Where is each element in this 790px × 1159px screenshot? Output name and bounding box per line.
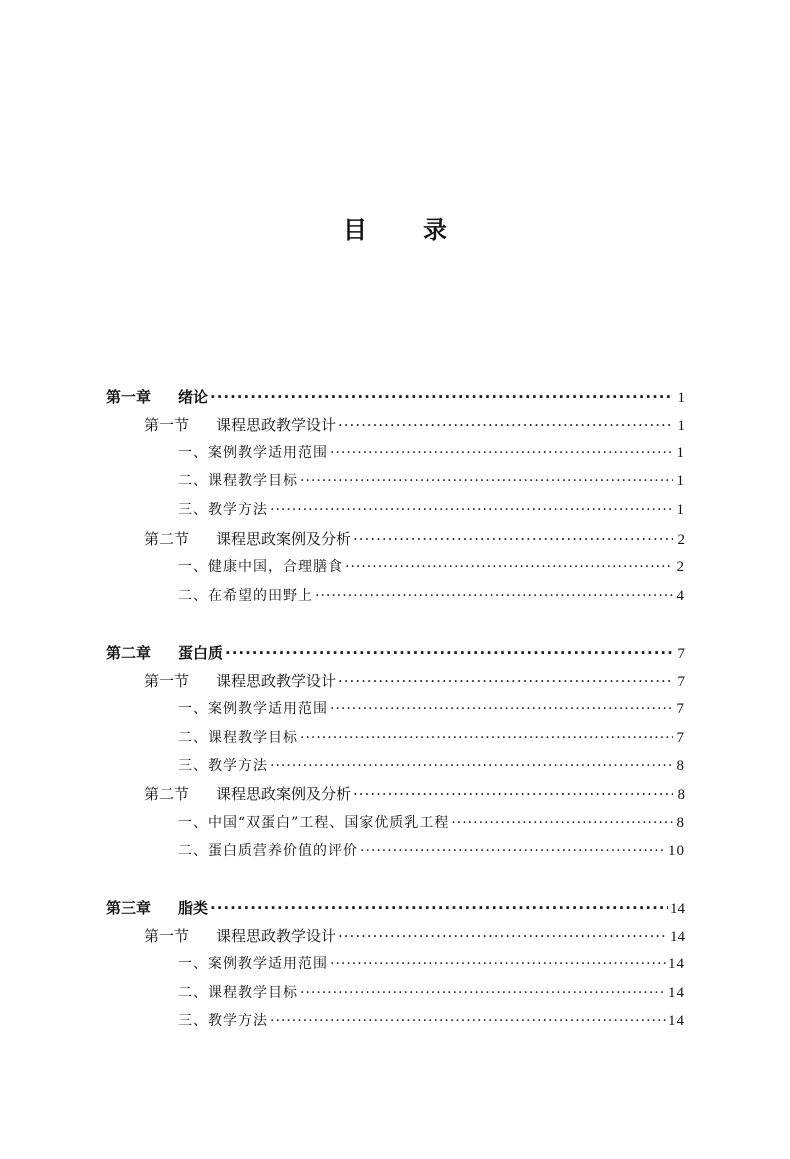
page-title xyxy=(0,210,790,245)
toc-dot-leader xyxy=(353,527,673,551)
toc-dot-leader xyxy=(210,385,673,409)
toc-section-entry xyxy=(144,669,685,693)
toc-page-number: 8 xyxy=(676,815,685,831)
toc-entry-label xyxy=(178,441,328,465)
toc-dot-leader xyxy=(451,811,673,835)
toc-dot-leader xyxy=(338,924,668,948)
toc-dot-leader xyxy=(330,952,666,976)
toc-entry-label xyxy=(178,811,449,835)
toc-entry-label xyxy=(178,584,313,608)
toc-entry-title: 三、教学方法 xyxy=(178,758,268,774)
toc-entry-number: 第二节 xyxy=(144,530,190,548)
toc-entry-title: 二、在希望的田野上 xyxy=(178,588,313,604)
toc-page-number: 1 xyxy=(676,473,685,489)
toc-entry-number: 第三章 xyxy=(106,899,152,917)
toc-page-number: 7 xyxy=(677,674,685,690)
toc-subsection-entry xyxy=(178,754,685,778)
toc-entry-label xyxy=(144,527,351,551)
toc-entry-label xyxy=(144,413,336,437)
toc-subsection-entry xyxy=(178,555,685,579)
toc-page-number: 1 xyxy=(676,502,685,518)
toc-entry-title: 课程思政教学设计 xyxy=(216,927,337,945)
toc-page-number: 7 xyxy=(677,646,685,662)
toc-entry-label xyxy=(178,1009,268,1033)
toc-subsection-entry xyxy=(178,981,685,1005)
toc-entry-title: 蛋白质 xyxy=(178,644,224,662)
toc-entry-number: 第二节 xyxy=(144,785,190,803)
toc-subsection-entry xyxy=(178,498,685,522)
toc-dot-leader xyxy=(300,469,673,493)
toc-dot-leader xyxy=(270,754,673,778)
toc-entry-title: 三、教学方法 xyxy=(178,502,268,518)
toc-entry-title: 课程思政案例及分析 xyxy=(216,530,352,548)
toc-entry-number: 第一节 xyxy=(144,672,190,690)
toc-entry-title: 课程思政教学设计 xyxy=(216,416,337,434)
toc-dot-leader xyxy=(345,555,673,579)
toc-subsection-entry xyxy=(178,441,685,465)
toc-entry-title: 二、蛋白质营养价值的评价 xyxy=(178,843,358,859)
toc-entry-title: 绪论 xyxy=(178,388,209,406)
toc-page-number: 8 xyxy=(677,787,685,803)
toc-chapter-entry xyxy=(106,641,685,665)
toc-entry-title: 课程思政案例及分析 xyxy=(216,785,352,803)
toc-dot-leader xyxy=(353,782,673,806)
toc-subsection-entry xyxy=(178,584,685,608)
toc-subsection-entry xyxy=(178,839,685,863)
toc-dot-leader xyxy=(225,641,673,665)
toc-entry-title: 二、课程教学目标 xyxy=(178,730,298,746)
toc-subsection-entry xyxy=(178,469,685,493)
toc-subsection-entry xyxy=(178,726,685,750)
toc-entry-label xyxy=(178,952,328,976)
toc-subsection-entry xyxy=(178,952,685,976)
toc-entry-title: 一、中国“双蛋白”工程、国家优质乳工程 xyxy=(178,815,450,831)
toc-entry-title: 课程思政教学设计 xyxy=(216,672,337,690)
toc-entry-number: 第一节 xyxy=(144,416,190,434)
toc-dot-leader xyxy=(300,981,666,1005)
toc-entry-number: 第二章 xyxy=(106,644,152,662)
toc-entry-label xyxy=(144,782,351,806)
toc-entry-label xyxy=(106,896,208,920)
toc-page-number: 4 xyxy=(676,588,685,604)
toc-page-number: 14 xyxy=(668,1013,685,1029)
toc-page-number: 14 xyxy=(670,901,685,917)
toc-entry-label xyxy=(178,498,268,522)
toc-dot-leader xyxy=(315,584,673,608)
toc-page-number: 14 xyxy=(670,929,685,945)
toc-entry-label xyxy=(178,697,328,721)
toc-entry-number: 第一章 xyxy=(106,388,152,406)
toc-dot-leader xyxy=(330,441,673,465)
toc-entry-label xyxy=(106,641,223,665)
toc-entry-label xyxy=(178,726,298,750)
toc-entry-label xyxy=(178,981,298,1005)
toc-entry-title: 一、案例教学适用范围 xyxy=(178,701,328,717)
toc-page-number: 7 xyxy=(676,730,685,746)
toc-dot-leader xyxy=(360,839,666,863)
toc-entry-title: 脂类 xyxy=(178,899,209,917)
toc-entry-label xyxy=(178,754,268,778)
toc-entry-title: 一、健康中国，合理膳食 xyxy=(178,559,343,575)
toc-entry-label xyxy=(106,385,208,409)
toc-dot-leader xyxy=(330,697,673,721)
toc-page-number: 10 xyxy=(668,843,685,859)
toc-entry-label xyxy=(178,839,358,863)
toc-section-entry xyxy=(144,782,685,806)
toc-page-number: 1 xyxy=(677,390,685,406)
title-char-1: 目 xyxy=(343,216,367,244)
toc-section-entry xyxy=(144,413,685,437)
toc-entry-title: 二、课程教学目标 xyxy=(178,985,298,1001)
toc-subsection-entry xyxy=(178,811,685,835)
toc-chapter-entry xyxy=(106,385,685,409)
toc-entry-title: 三、教学方法 xyxy=(178,1013,268,1029)
toc-page-number: 1 xyxy=(677,418,685,434)
toc-dot-leader xyxy=(210,896,668,920)
toc-section-entry xyxy=(144,527,685,551)
toc-entry-label xyxy=(144,669,336,693)
toc-page-number: 8 xyxy=(676,758,685,774)
toc-entry-title: 二、课程教学目标 xyxy=(178,473,298,489)
toc-entry-title: 一、案例教学适用范围 xyxy=(178,956,328,972)
toc-entry-label xyxy=(178,555,343,579)
toc-entry-label xyxy=(178,469,298,493)
toc-entry-title: 一、案例教学适用范围 xyxy=(178,445,328,461)
toc-page-number: 2 xyxy=(677,532,685,548)
toc-section-entry xyxy=(144,924,685,948)
toc-dot-leader xyxy=(338,413,673,437)
toc-page-number: 14 xyxy=(668,956,685,972)
toc-page-number: 1 xyxy=(676,445,685,461)
toc-dot-leader xyxy=(270,1009,666,1033)
toc-subsection-entry xyxy=(178,1009,685,1033)
toc-page-number: 14 xyxy=(668,985,685,1001)
toc-entry-label xyxy=(144,924,336,948)
toc-dot-leader xyxy=(270,498,673,522)
toc-dot-leader xyxy=(338,669,673,693)
toc-subsection-entry xyxy=(178,697,685,721)
toc-page-number: 7 xyxy=(676,701,685,717)
toc-dot-leader xyxy=(300,726,673,750)
toc-entry-number: 第一节 xyxy=(144,927,190,945)
toc-chapter-entry xyxy=(106,896,685,920)
toc-page-number: 2 xyxy=(676,559,685,575)
title-char-2: 录 xyxy=(423,216,447,244)
